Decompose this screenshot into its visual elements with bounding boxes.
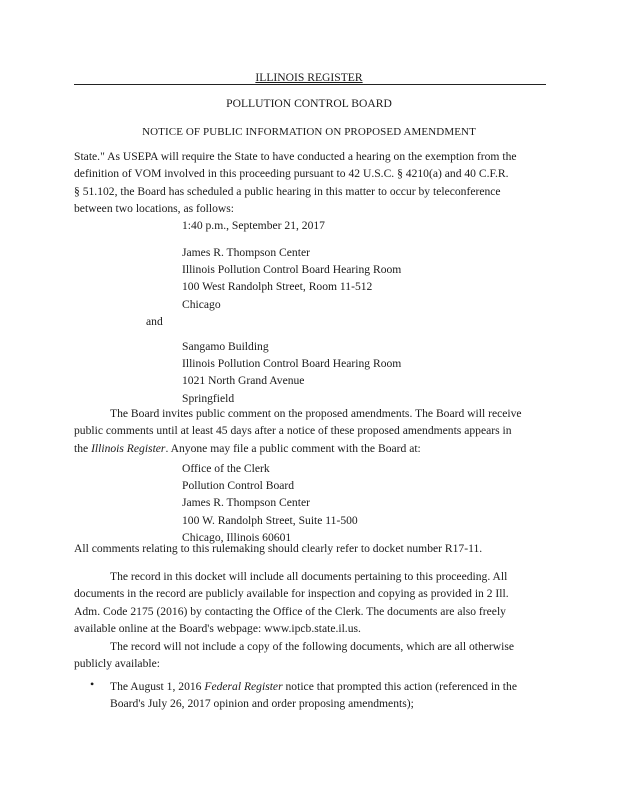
paragraph-line: between two locations, as follows:: [74, 202, 235, 216]
intro-paragraph: [74, 148, 544, 218]
hearing-location-chicago: [182, 244, 401, 313]
address-line: Chicago, Illinois 60601: [182, 530, 292, 544]
record-paragraph: [74, 568, 544, 638]
paragraph-line: Adm. Code 2175 (2016) by contacting the Office of the Clerk. The documents are also freely: [74, 604, 506, 618]
paragraph-line: [74, 440, 544, 457]
address-line: Springfield: [182, 391, 235, 405]
bullet-item: [110, 678, 550, 713]
comment-paragraph: [74, 405, 544, 457]
bullet-icon: •: [90, 677, 95, 691]
paragraph-line: available online at the Board's webpage: www.ipcb.state.il.us.: [74, 622, 361, 636]
docket-note: All comments relating to this rulemaking should clearly refer to docket number R17-11.: [74, 542, 483, 555]
register-title: ILLINOIS REGISTER: [255, 71, 363, 84]
text-run: The August 1, 2016: [110, 680, 205, 693]
bullet-line: [110, 678, 550, 695]
notice-title: NOTICE OF PUBLIC INFORMATION ON PROPOSED AMENDMENT: [142, 126, 476, 138]
paragraph-line: documents in the record are publicly available for inspection and copying as provided in 2 Ill.: [74, 587, 509, 601]
excluded-documents-paragraph: [74, 638, 544, 673]
paragraph-line: The Board invites public comment on the proposed amendments. The Board will receive: [110, 407, 522, 420]
address-line: Chicago: [182, 297, 221, 311]
address-line: 1021 North Grand Avenue: [182, 374, 305, 388]
paragraph-line: § 51.102, the Board has scheduled a public hearing in this matter to occur by teleconference: [74, 184, 501, 198]
text-run: . Anyone may file a public comment with the Board at:: [165, 441, 421, 455]
text-run: the: [74, 441, 92, 455]
address-line: James R. Thompson Center: [182, 246, 310, 259]
paragraph-line: The record in this docket will include all documents pertaining to this proceeding. All: [110, 570, 508, 583]
italic-publication-title: Federal Register: [204, 680, 283, 693]
conjunction-and: and: [146, 315, 163, 328]
address-line: James R. Thompson Center: [182, 496, 310, 510]
italic-publication-title: Illinois Register: [91, 441, 166, 455]
address-line: Illinois Pollution Control Board Hearing Room: [182, 357, 402, 371]
address-line: Illinois Pollution Control Board Hearing Room: [182, 263, 402, 277]
bullet-line: Board's July 26, 2017 opinion and order proposing amendments);: [110, 697, 414, 711]
paragraph-line: State." As USEPA will require the State to have conducted a hearing on the exemption from the: [74, 150, 517, 163]
hearing-location-springfield: [182, 338, 401, 407]
paragraph-line: definition of VOM involved in this proceeding pursuant to 42 U.S.C. § 4210(a) and 40 C.F.R.: [74, 167, 509, 181]
paragraph-line: public comments until at least 45 days after a notice of these proposed amendments appears in: [74, 424, 512, 438]
address-line: Office of the Clerk: [182, 462, 270, 475]
paragraph-line: publicly available:: [74, 657, 160, 671]
paragraph-line: The record will not include a copy of the following documents, which are all otherwise: [110, 640, 515, 653]
agency-title: POLLUTION CONTROL BOARD: [226, 97, 392, 110]
address-line: 100 W. Randolph Street, Suite 11-500: [182, 513, 358, 527]
text-run: notice that prompted this action (referenced in the: [282, 680, 517, 693]
address-line: Pollution Control Board: [182, 479, 295, 493]
clerk-address: [182, 460, 358, 546]
address-line: Sangamo Building: [182, 340, 269, 353]
address-line: 100 West Randolph Street, Room 11-512: [182, 280, 373, 294]
hearing-datetime: 1:40 p.m., September 21, 2017: [182, 219, 325, 232]
